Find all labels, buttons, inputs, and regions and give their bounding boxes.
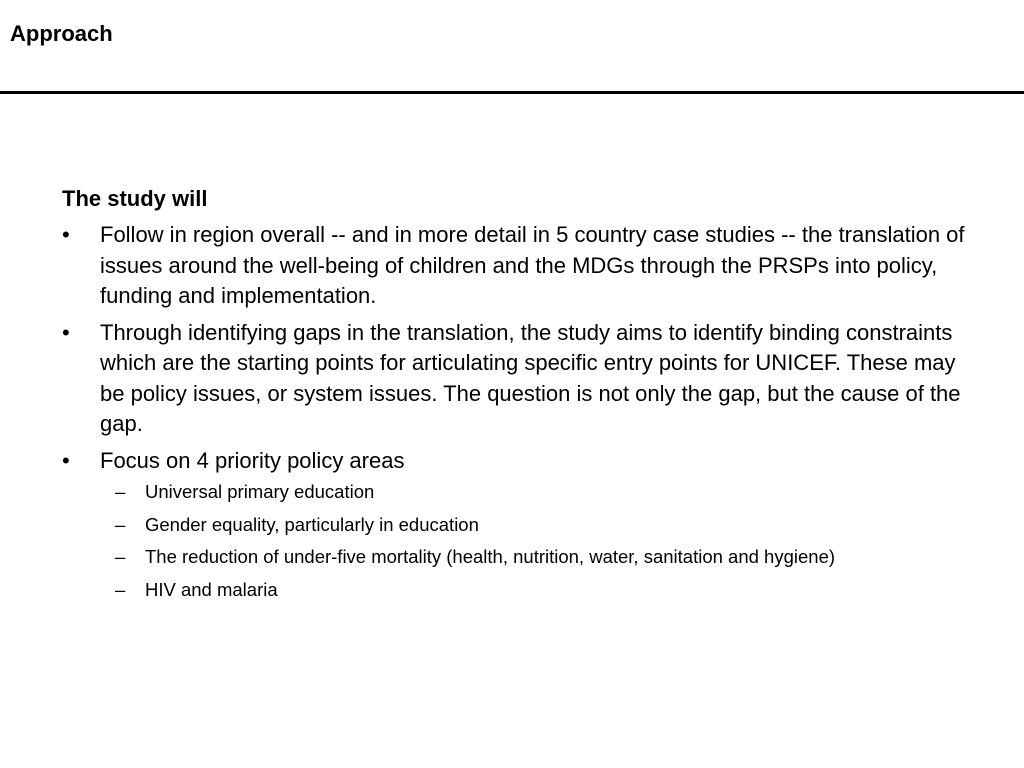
sub-bullet-text: The reduction of under-five mortality (health, nutrition, water, sanitation and hygiene) [145,546,836,567]
sub-bullet-marker: – [115,546,126,567]
bullet-text: Through identifying gaps in the translation, the study aims to identify binding constraints which are the starting points for articulating specific entry points for UNICEF. These may be policy issues, or system issues. The question is not only the gap, but the cause of the gap. [100,319,961,436]
intro-heading: The study will [62,186,208,211]
slide-body [62,184,972,609]
sub-bullet-text: Universal primary education [145,481,375,502]
bullet-text: Focus on 4 priority policy areas [100,447,405,473]
bullet-text: Follow in region overall -- and in more detail in 5 country case studies -- the translation of issues around the well-being of children and the MDGs through the PRSPs into policy, funding and implementation. [100,222,965,308]
title-divider [0,91,1024,94]
bullet-marker: • [62,319,70,345]
bullet-marker: • [62,222,70,247]
sub-bullet-marker: – [115,513,126,535]
sub-bullet-item [100,511,972,539]
bullet-list [62,220,972,603]
bullet-item [62,220,972,312]
sub-bullet-text: HIV and malaria [145,578,278,600]
sub-bullet-text: Gender equality, particularly in education [145,513,479,535]
sub-bullet-item [100,543,972,571]
sub-bullet-item [100,478,972,506]
bullet-item [62,318,972,440]
sub-bullet-marker: – [115,578,126,600]
sub-bullet-item [100,576,972,604]
bullet-item [62,446,972,604]
slide-title: Approach [10,21,113,46]
bullet-marker: • [62,447,70,473]
priority-areas-list [100,478,972,603]
sub-bullet-marker: – [115,481,126,502]
